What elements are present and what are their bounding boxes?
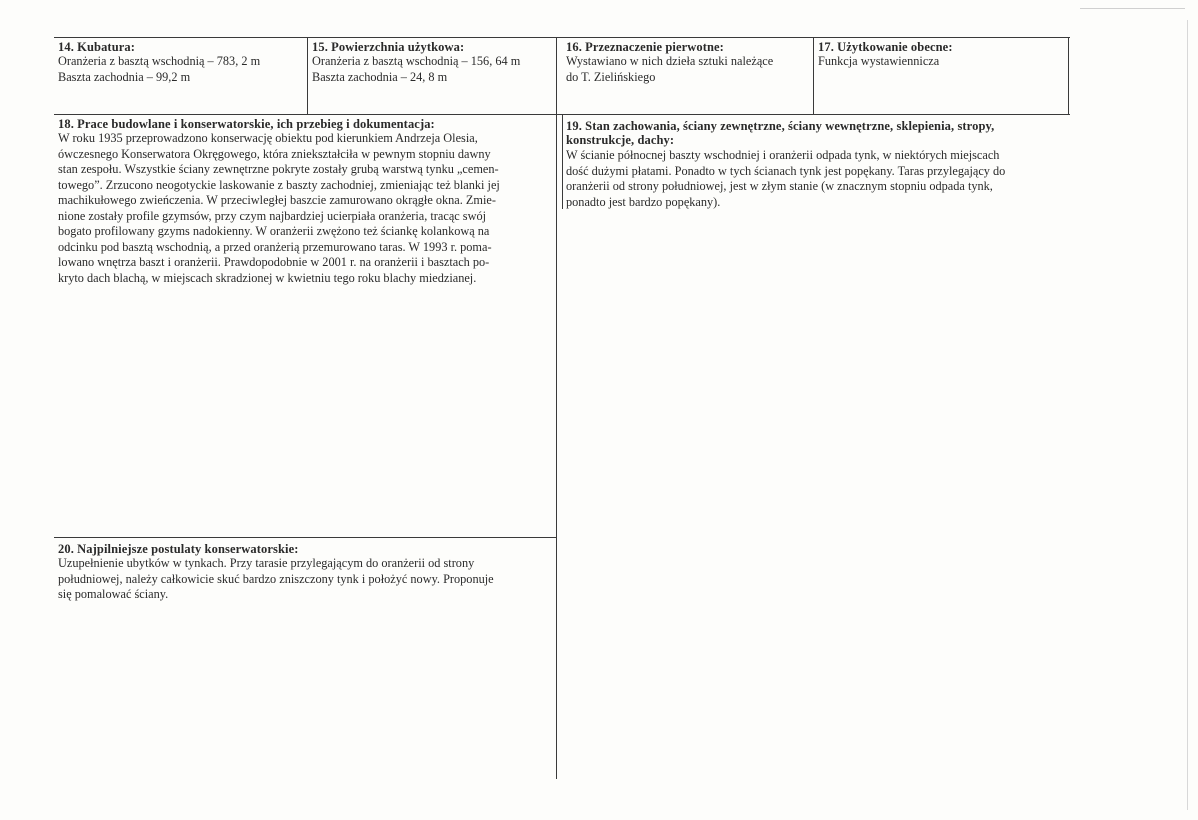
field-18-line: stan zespołu. Wszystkie ściany zewnętrzne pokryte zostały grubą warstwą tynku „cemen- <box>58 162 499 176</box>
field-17-line: Funkcja wystawiennicza <box>818 54 940 68</box>
field-19 <box>566 119 1066 210</box>
field-20-line: się pomalować ściany. <box>58 587 169 601</box>
field-15-title: 15. Powierzchnia użytkowa: <box>312 40 465 54</box>
field-18 <box>58 117 552 286</box>
field-19-title: 19. Stan zachowania, ściany zewnętrzne, ściany wewnętrzne, sklepienia, stropy, <box>566 119 995 133</box>
col-divider-19-left <box>562 114 563 209</box>
col-divider-main <box>556 37 557 779</box>
field-18-line: kryto dach blachą, w miejscach skradzionej w kwietniu tego roku blachy miedzianej. <box>58 270 477 285</box>
field-19-line: dość dużymi płatami. Ponadto w tych ścianach tynk jest popękany. Taras przylegający do <box>566 163 1006 178</box>
field-20-line: Uzupełnienie ubytków w tynkach. Przy tarasie przylegającym do oranżerii od strony <box>58 556 475 570</box>
field-19-line: oranżerii od strony południowej, jest w złym stanie (w znacznym stopniu odpada tynk, <box>566 179 993 193</box>
field-18-line: towego”. Zrzucono neogotyckie laskowanie z baszty zachodniej, zmieniając też blanki jej <box>58 177 500 192</box>
field-19-title: konstrukcje, dachy: <box>566 133 675 147</box>
field-18-title: 18. Prace budowlane i konserwatorskie, ich przebieg i dokumentacja: <box>58 117 435 131</box>
field-20-title: 20. Najpilniejsze postulaty konserwatorskie: <box>58 542 299 556</box>
col-divider-14-15 <box>307 37 308 115</box>
field-16-line: do T. Zielińskiego <box>566 69 656 84</box>
field-15-line: Baszta zachodnia – 24, 8 m <box>312 69 448 84</box>
field-18-line: W roku 1935 przeprowadzono konserwację obiektu pod kierunkiem Andrzeja Olesia, <box>58 131 478 145</box>
scan-edge-line <box>1080 8 1185 9</box>
field-18-line: machikułowego zwieńczenia. W przeciwległej baszcie zamurowano okrągłe okna. Zmie- <box>58 193 496 207</box>
col-divider-16-17 <box>813 37 814 115</box>
field-14 <box>58 40 303 85</box>
field-14-title: 14. Kubatura: <box>58 40 136 54</box>
field-16-line: Wystawiano w nich dzieła sztuki należące <box>566 54 774 68</box>
field-18-line: nione zostały profile gzymsów, przy czym najbardziej ucierpiała oranżeria, tracąc swój <box>58 208 487 223</box>
field-15-line: Oranżeria z basztą wschodnią – 156, 64 m <box>312 54 521 68</box>
field-16-title: 16. Przeznaczenie pierwotne: <box>566 40 724 54</box>
field-17 <box>818 40 1066 70</box>
field-20-line: południowej, należy całkowicie skuć bardzo zniszczony tynk i położyć nowy. Proponuje <box>58 571 494 586</box>
field-18-line: ówczesnego Konserwatora Okręgowego, która zniekształciła w pewnym stopniu dawny <box>58 146 491 161</box>
field-19-line: ponadto jest bardzo popękany). <box>566 194 721 209</box>
scan-edge-right <box>1187 20 1188 810</box>
col-divider-right <box>1068 37 1069 115</box>
field-19-line: W ścianie północnej baszty wschodniej i oranżerii odpada tynk, w niektórych miejscach <box>566 148 1000 162</box>
field-16 <box>566 40 811 85</box>
field-18-line: lowano wnętrza baszt i oranżerii. Prawdopodobnie w 2001 r. na oranżerii i basztach po- <box>58 255 490 269</box>
table-top-border <box>54 37 1070 38</box>
field-18-line: odcinku pod basztą wschodnią, a przed oranżerią przemurowano taras. W 1993 r. poma- <box>58 239 492 254</box>
row-divider-20 <box>54 537 557 538</box>
field-18-line: bogato profilowany gzyms nadokienny. W oranżerii zwężono też ściankę kolankową na <box>58 224 490 238</box>
field-14-line: Oranżeria z basztą wschodnią – 783, 2 m <box>58 54 261 68</box>
field-15 <box>312 40 554 85</box>
field-17-title: 17. Użytkowanie obecne: <box>818 40 953 54</box>
field-14-line: Baszta zachodnia – 99,2 m <box>58 69 191 84</box>
field-20 <box>58 542 552 603</box>
